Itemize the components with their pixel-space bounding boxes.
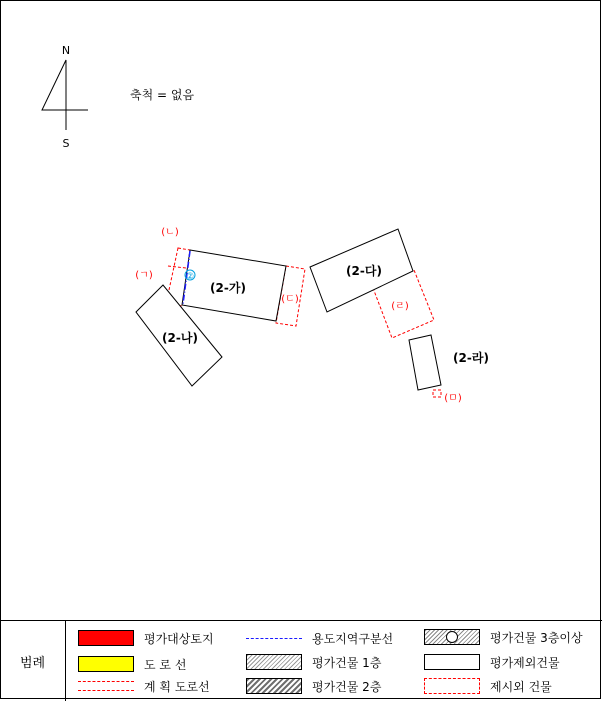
compass-north: N [61, 44, 71, 57]
white-box-icon [424, 654, 480, 670]
label-2-ra: (2-라) [453, 351, 489, 365]
label-2-da: (2-다) [346, 264, 382, 278]
label-mieum: (ㅁ) [444, 393, 462, 404]
label-digeut: (ㄷ) [281, 294, 299, 305]
label-nieun: (ㄴ) [161, 227, 179, 238]
north-arrow-icon [42, 60, 88, 130]
dashed-red-line-icon [78, 681, 134, 691]
legend-zone-boundary: 용도지역구분선 [246, 629, 393, 647]
legend-outside-bldg: 제시외 건물 [424, 677, 552, 695]
dashed-red-box-icon [424, 678, 480, 694]
dash-dot-blue-line-icon [246, 638, 302, 639]
legend-title: 범례 [0, 621, 66, 701]
legend-bldg-2f: 평가건물 2층 [246, 677, 381, 695]
legend-planned-road: 계 획 도로선 [78, 677, 210, 695]
legend-bldg-1f: 평가건물 1층 [246, 653, 381, 671]
label-2-na: (2-나) [162, 331, 198, 345]
label-2-ga: (2-가) [210, 281, 246, 295]
legend-excluded-bldg: 평가제외건물 [424, 653, 560, 671]
building-2-ra [409, 335, 441, 390]
legend [0, 620, 602, 700]
hatch-light-icon [246, 654, 302, 670]
yellow-swatch-icon [78, 656, 134, 672]
compass-south: S [62, 137, 70, 150]
legend-target-land: 평가대상토지 [78, 629, 214, 647]
scale-text: 축척 = 없음 [130, 88, 195, 102]
legend-bldg-3f: 평가건물 3층이상 [424, 628, 583, 646]
hatch-circle-icon [424, 629, 480, 645]
hatch-dark-icon [246, 678, 302, 694]
legend-road: 도 로 선 [78, 655, 186, 673]
excluded-bldg-mieum [433, 390, 441, 397]
number-marker-text: ② [185, 272, 195, 282]
label-giyeok: (ㄱ) [135, 270, 153, 281]
label-rieul: (ㄹ) [391, 301, 409, 312]
red-swatch-icon [78, 630, 134, 646]
